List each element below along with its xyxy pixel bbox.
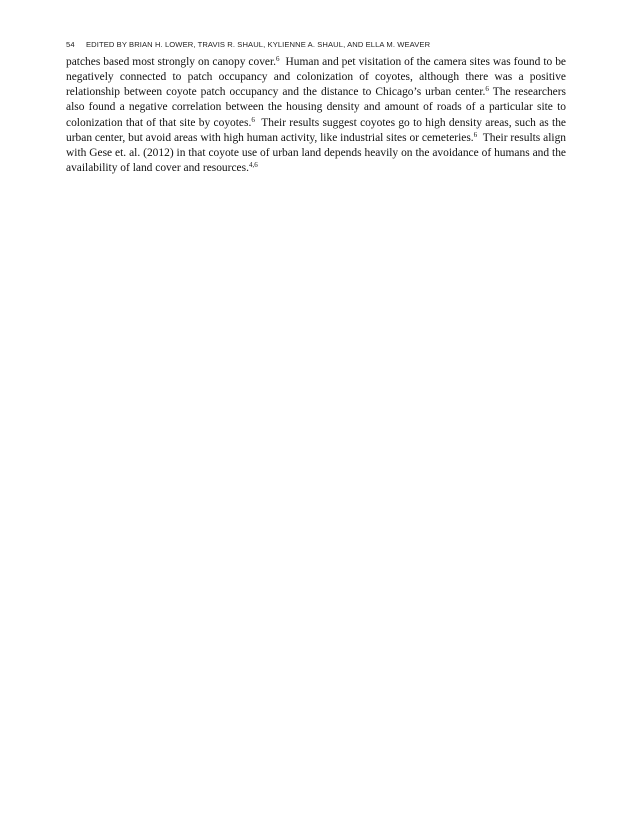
sentence: The researchers also found a negative correlation between the housing density and amount of roads of a particular site to colonization that of that site by coyotes. (66, 86, 566, 129)
sentence: patches based most strongly on canopy cover. (66, 56, 277, 68)
sentence: Human and pet visitation of the camera sites was found to be negatively connected to patch occupancy and colonization of coyotes, although there was a positive relationship between coyote patch occupancy and the distance to Chicago’s urban center. (66, 56, 566, 99)
citation: 6 (276, 55, 280, 63)
page-number: 54 (66, 40, 75, 49)
editors-line: EDITED BY BRIAN H. LOWER, TRAVIS R. SHAUL, KYLIENNE A. SHAUL, AND ELLA M. WEAVER (86, 40, 431, 49)
paragraph (66, 55, 566, 176)
citation: 4,6 (248, 161, 258, 170)
citation: 6 (251, 115, 255, 124)
citation: 6 (485, 85, 489, 94)
body-text (66, 55, 566, 176)
sentence: Their results align with Gese et. al. (2012) in that coyote use of urban land depends heavily on the avoidance of humans and the availability of land cover and resources. (66, 131, 567, 175)
running-header (66, 40, 430, 49)
sentence: Their results suggest coyotes go to high density areas, such as the urban center, but avoid areas with high human activity, like industrial sites or cemeteries. (66, 116, 567, 144)
citation: 6 (473, 130, 478, 139)
